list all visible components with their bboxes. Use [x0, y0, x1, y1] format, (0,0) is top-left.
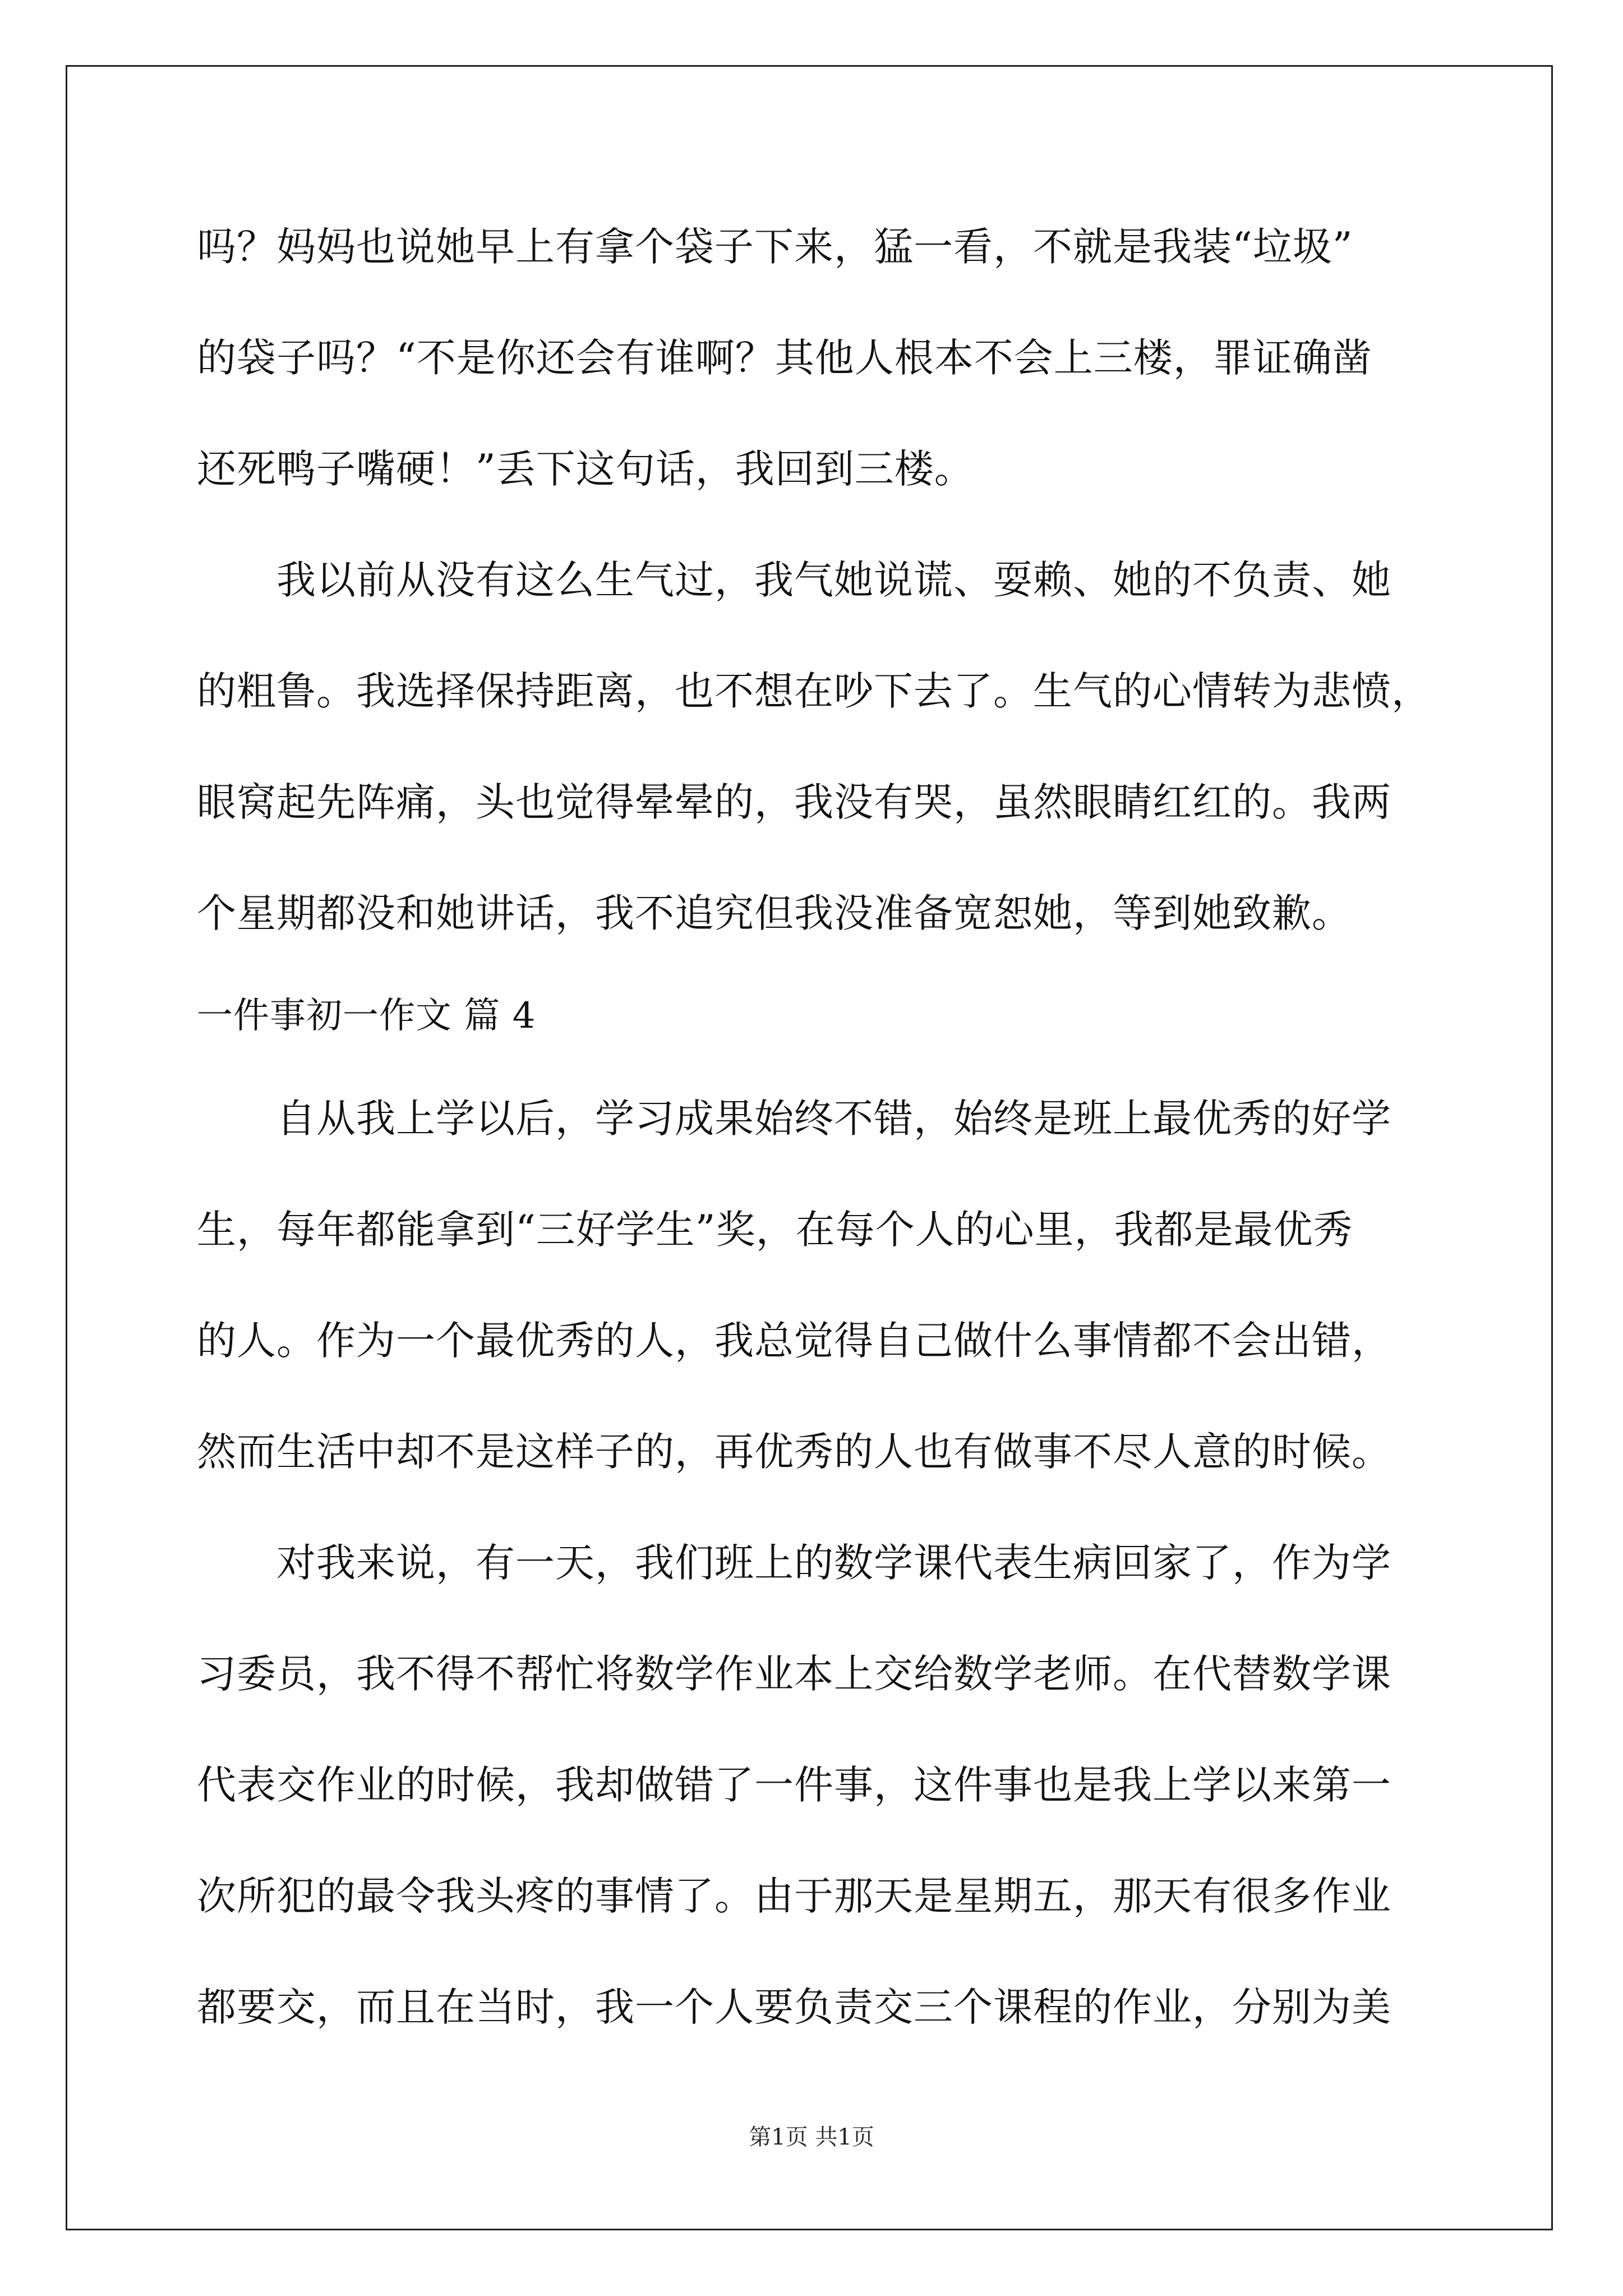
text-line: 代表交作业的时候，我却做错了一件事，这件事也是我上学以来第一: [197, 1762, 1391, 1808]
text-line: 个星期都没和她讲话，我不追究但我没准备宽恕她，等到她致歉。: [197, 890, 1352, 936]
text-line: 我以前从没有这么生气过，我气她说谎、耍赖、她的不负责、她: [197, 557, 1391, 603]
text-line: 都要交，而且在当时，我一个人要负责交三个课程的作业，分别为美: [197, 1984, 1391, 2030]
text-line: 还死鸭子嘴硬！”丢下这句话，我回到三楼。: [197, 446, 974, 492]
text-line: 眼窝起先阵痛，头也觉得晕晕的，我没有哭，虽然眼睛红红的。我两: [197, 779, 1391, 825]
text-line: 的人。作为一个最优秀的人，我总觉得自己做什么事情都不会出错，: [197, 1318, 1391, 1364]
section-heading: 一件事初一作文 篇 4: [197, 995, 536, 1037]
page-footer: 第1页 共1页: [749, 2124, 874, 2150]
text-line: 习委员，我不得不帮忙将数学作业本上交给数学老师。在代替数学课: [197, 1651, 1391, 1697]
text-line: 自从我上学以后，学习成果始终不错，始终是班上最优秀的好学: [197, 1096, 1391, 1142]
text-line: 的粗鲁。我选择保持距离，也不想在吵下去了。生气的心情转为悲愤，: [197, 668, 1431, 714]
text-line: 次所犯的最令我头疼的事情了。由于那天是星期五，那天有很多作业: [197, 1873, 1391, 1919]
text-line: 吗？妈妈也说她早上有拿个袋子下来，猛一看，不就是我装“垃圾”: [197, 224, 1353, 270]
text-line: 然而生活中却不是这样子的，再优秀的人也有做事不尽人意的时候。: [197, 1429, 1391, 1475]
text-line: 的袋子吗？“不是你还会有谁啊？其他人根本不会上三楼，罪证确凿: [197, 335, 1372, 381]
text-line: 对我来说，有一天，我们班上的数学课代表生病回家了，作为学: [197, 1540, 1391, 1586]
text-line: 生，每年都能拿到“三好学生”奖，在每个人的心里，我都是最优秀: [197, 1207, 1353, 1253]
